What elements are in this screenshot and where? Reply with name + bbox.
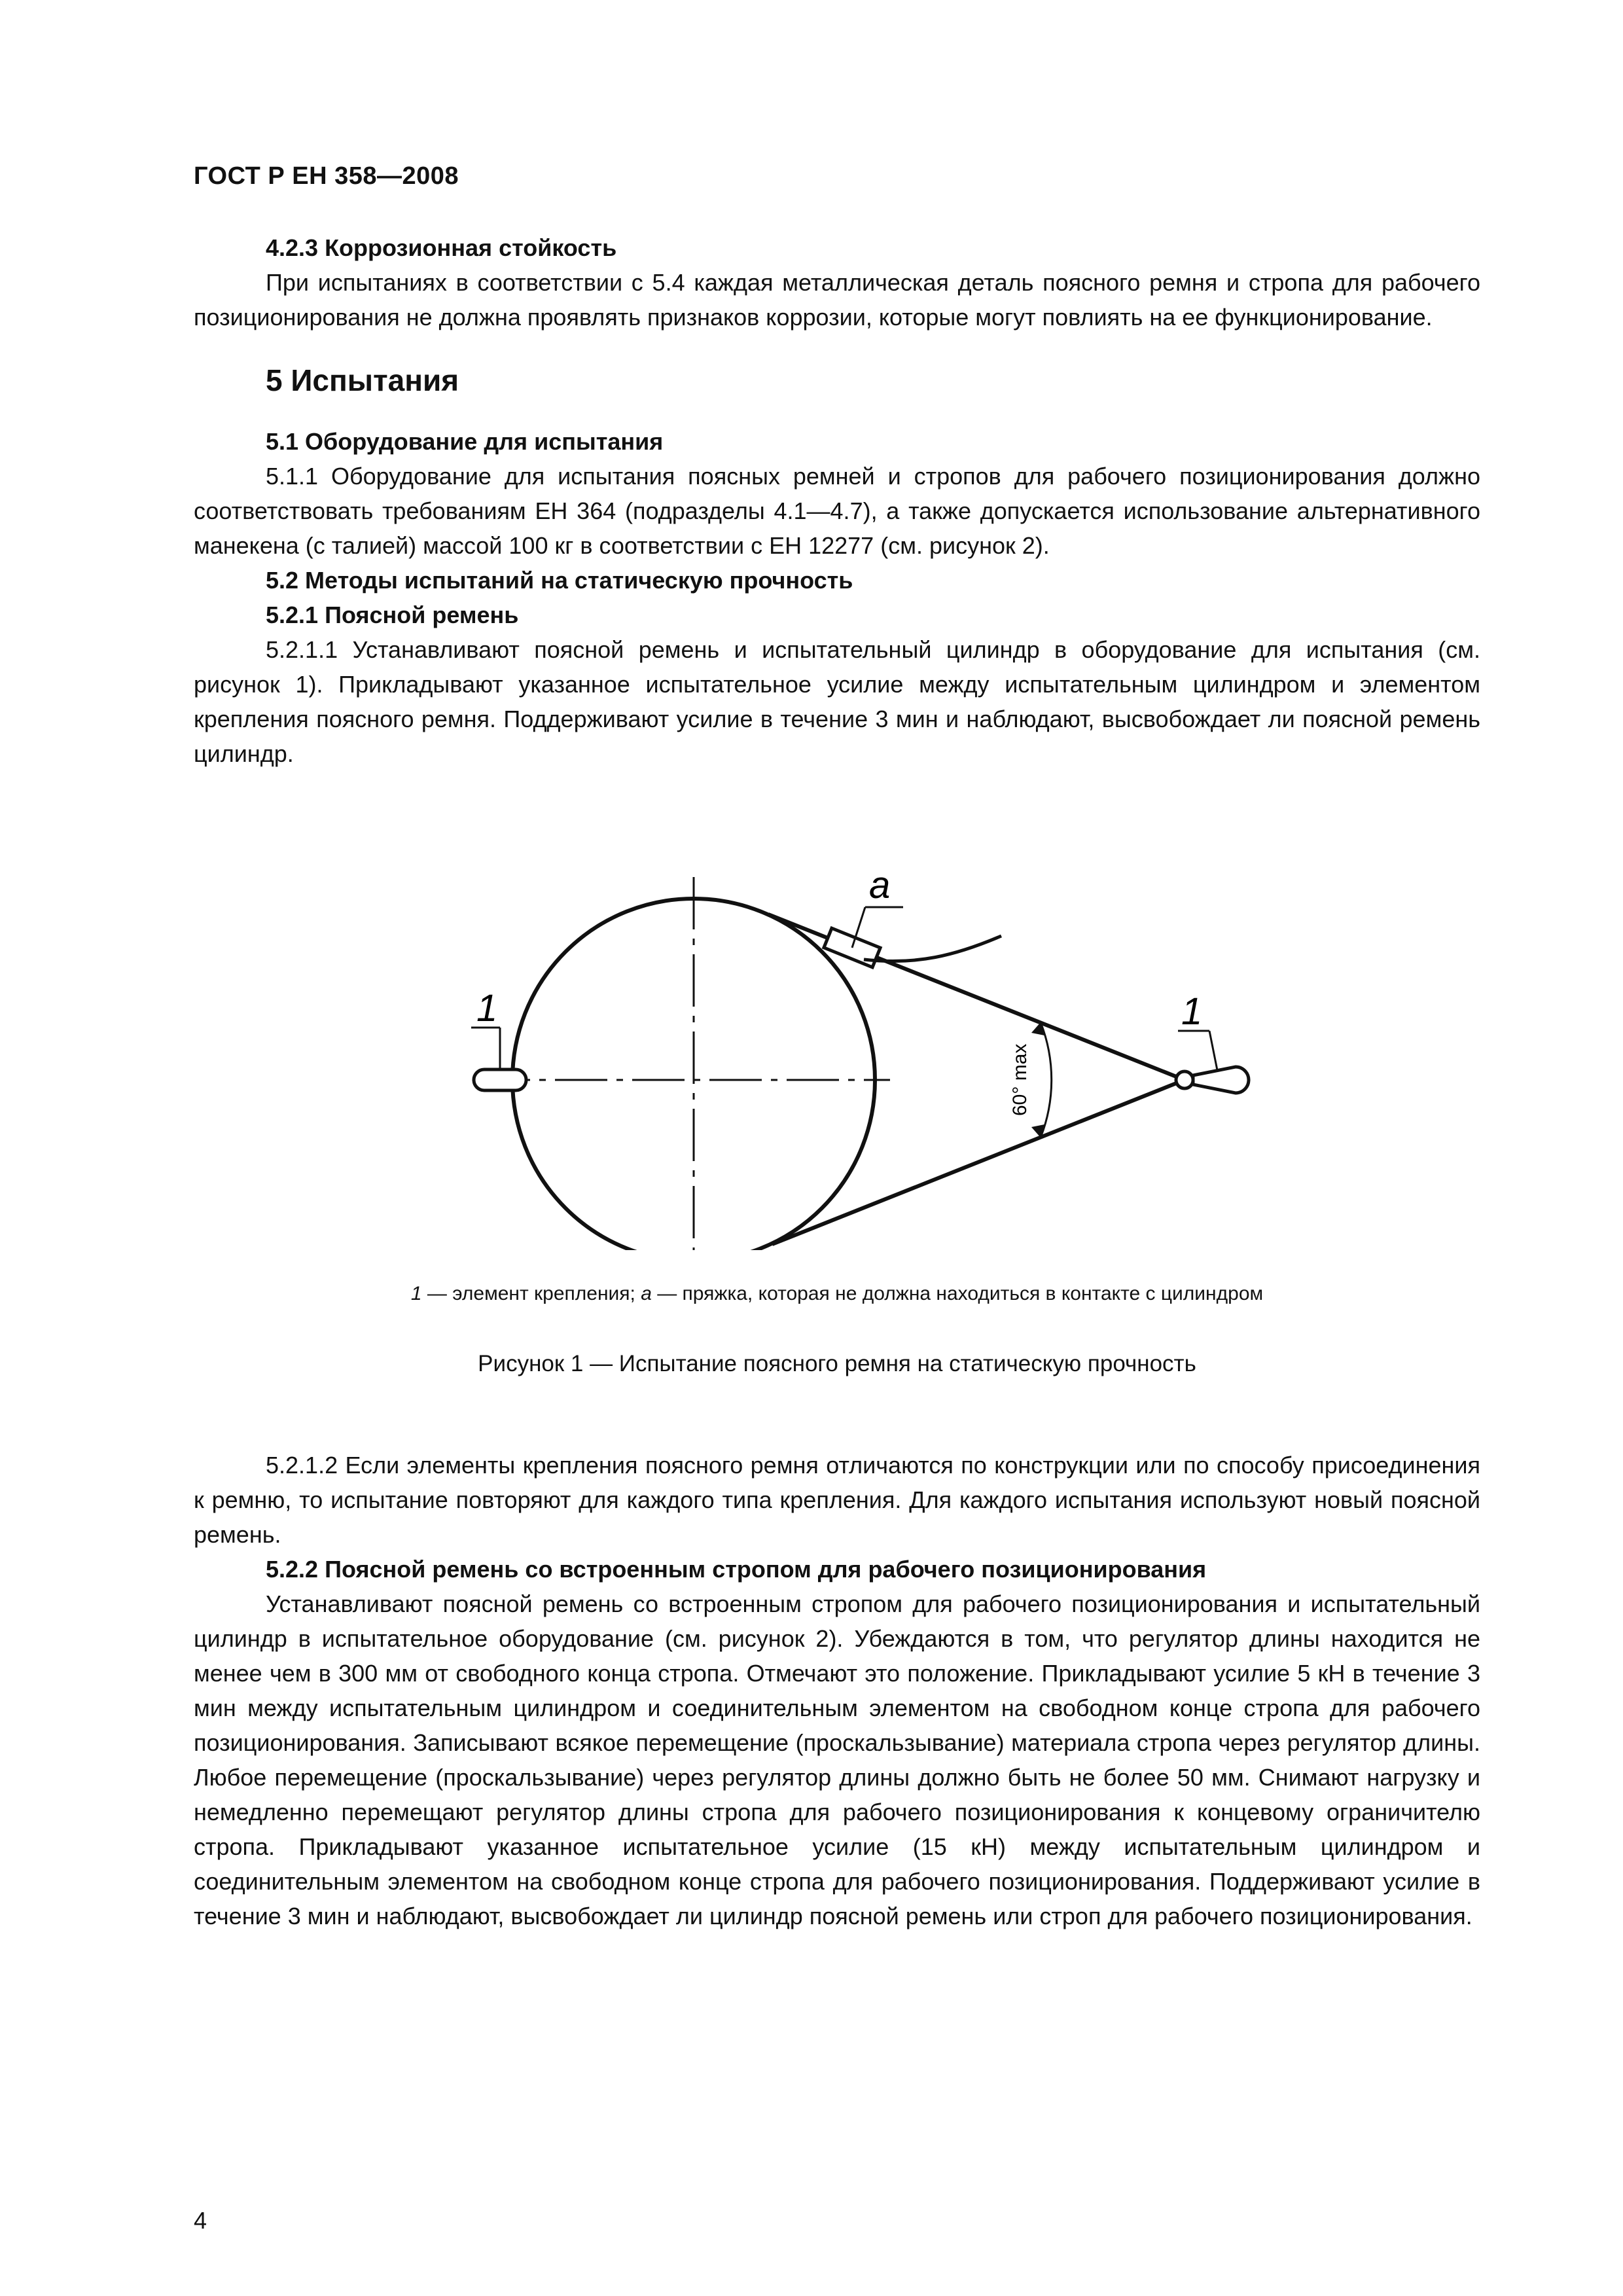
- heading-5-2: 5.2 Методы испытаний на статическую прочность: [266, 567, 853, 594]
- left-attachment-element: [474, 1069, 526, 1090]
- paragraph-5-2-2: Устанавливают поясной ремень со встроенным стропом для рабочего позиционирования и испытательный цилиндр в испытательное оборудование (см. рисунок 2). Убеждаются в том, что регулятор длины находится не менее чем в 300 мм от свободного конца стропа. Отмечают это положение. Прикладывают усилие 5 кН в течение 3 мин между испытательным цилиндром и соединительным элементом на свободном конце стропа для рабочего позиционирования. Записывают всякое перемещение (проскальзывание) материала стропа через регулятор длины. Любое перемещение (проскальзывание) через регулятор длины должно быть не более 50 мм. Снимают нагрузку и немедленно перемещают регулятор длины стропа для рабочего позиционирования к концевому ограничителю стропа. Прикладывают указанное испытательное усилие (15 кН) между испытательным цилиндром и соединительным элементом на свободном конце стропа для рабочего позиционирования. Поддерживают усилие в течение 3 мин и наблюдают, высвобождает ли цилиндр поясной ремень или строп для рабочего позиционирования.: [194, 1590, 1480, 1929]
- label-1-right: 1: [1181, 990, 1203, 1033]
- paragraph-5-2-1-2: 5.2.1.2 Если элементы крепления поясного ремня отличаются по конструкции или по способу присоединения к ремню, то испытание повторяют для каждого типа крепления. Для каждого испытания используют новый поясной ремень.: [194, 1452, 1480, 1548]
- legend-text-a: — пряжка, которая не должна находиться в контакте с цилиндром: [651, 1283, 1264, 1304]
- angle-label: 60° max: [1009, 1043, 1031, 1116]
- legend-key-a: a: [641, 1283, 652, 1304]
- document-code-header: ГОСТ Р ЕН 358—2008: [194, 162, 459, 190]
- paragraph-5-1-1: 5.1.1 Оборудование для испытания поясных ремней и стропов для рабочего позиционирования должно соответствовать требованиям ЕН 364 (подразделы 4.1—4.7), а также допускается использование альтернативного манекена (с талией) массой 100 кг в соответствии с ЕН 12277 (см. рисунок 2).: [194, 463, 1480, 559]
- figure-1-svg: [445, 844, 1270, 1250]
- belt-lower-strap: [772, 1080, 1185, 1244]
- legend-key-1: 1: [410, 1283, 422, 1304]
- right-attachment-element: [1193, 1067, 1249, 1093]
- heading-5-1: 5.1 Оборудование для испытания: [266, 428, 664, 455]
- loose-strap-end: [864, 936, 1001, 961]
- label-a: a: [869, 864, 891, 906]
- section-4-2-3: [194, 230, 1480, 771]
- label-1-left: 1: [476, 987, 498, 1030]
- figure-1-title: Рисунок 1 — Испытание поясного ремня на статическую прочность: [478, 1351, 1196, 1376]
- page-number: 4: [194, 2207, 207, 2234]
- leader-1-right: [1209, 1031, 1217, 1070]
- section-5-2-1-2: [194, 1448, 1480, 1933]
- heading-section-5: 5 Испытания: [266, 363, 459, 397]
- heading-5-2-1: 5.2.1 Поясной ремень: [266, 601, 519, 628]
- heading-4-2-3: 4.2.3 Коррозионная стойкость: [266, 234, 617, 261]
- paragraph-5-2-1-1: 5.2.1.1 Устанавливают поясной ремень и испытательный цилиндр в оборудование для испытания (см. рисунок 1). Прикладывают указанное испытательное усилие между испытательным цилиндром и элементом крепления поясного ремня. Поддерживают усилие в течение 3 мин и наблюдают, высвобождает ли поясной ремень цилиндр.: [194, 636, 1480, 767]
- right-attachment-ring: [1176, 1071, 1193, 1088]
- heading-5-2-2: 5.2.2 Поясной ремень со встроенным стропом для рабочего позиционирования: [266, 1556, 1207, 1583]
- legend-text-1: — элемент крепления;: [421, 1283, 641, 1304]
- figure-1-diagram: [445, 844, 1270, 1250]
- paragraph-4-2-3: При испытаниях в соответствии с 5.4 каждая металлическая деталь поясного ремня и стропа для рабочего позиционирования не должна проявлять признаков коррозии, которые могут повлиять на ее функционирование.: [194, 269, 1480, 331]
- figure-1-legend: [194, 1283, 1480, 1305]
- angle-arc: [1041, 1022, 1052, 1138]
